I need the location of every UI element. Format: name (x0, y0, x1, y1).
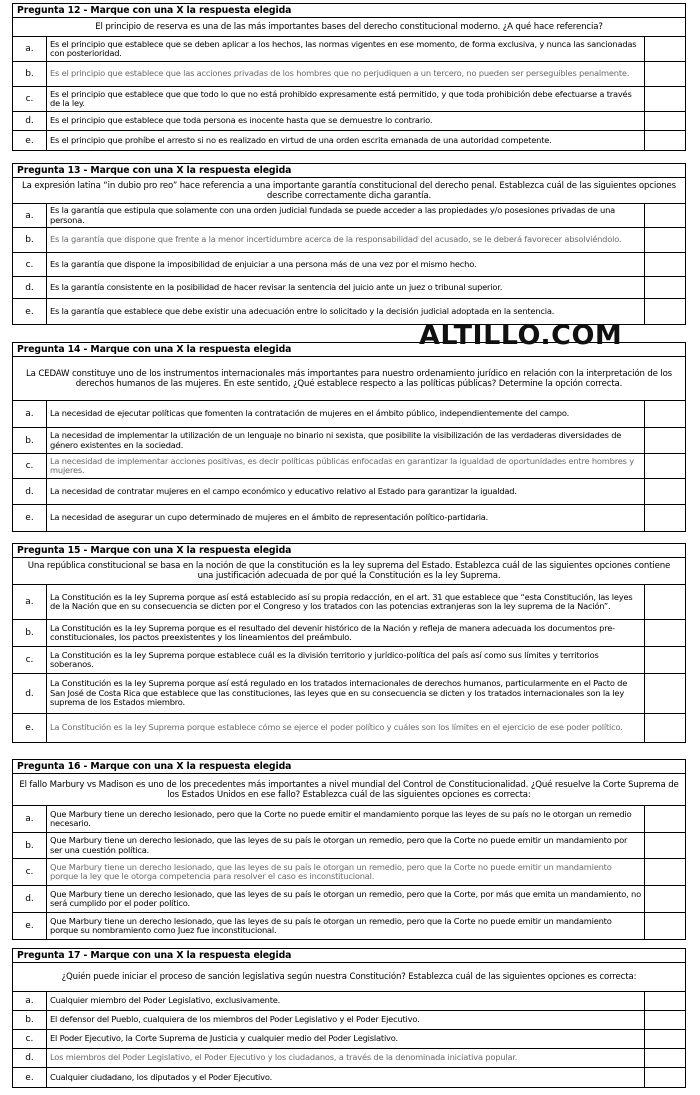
option-e[interactable] (13, 913, 685, 939)
question-title: Pregunta 15 - Marque con una X la respuesta elegida (13, 544, 685, 558)
answer-box[interactable] (645, 428, 685, 453)
answer-box[interactable] (645, 833, 685, 858)
question-title: Pregunta 13 - Marque con una X la respuesta elegida (13, 164, 685, 178)
answer-box[interactable] (645, 647, 685, 673)
option-text: La necesidad de asegurar un cupo determinado de mujeres en el ámbito de representación político-partidaria. (47, 505, 645, 531)
option-letter: e. (13, 505, 47, 531)
option-e[interactable] (13, 1068, 685, 1087)
option-text: Que Marbury tiene un derecho lesionado, que las leyes de su país le otorgan un remedio, pero que la Corte no puede emitir un mandamiento porque la ley que le otorga competencia para resolver el caso es inconstitucional. (47, 859, 645, 885)
option-letter: e. (13, 1068, 47, 1087)
option-letter: c. (13, 454, 47, 478)
question-title: Pregunta 16 - Marque con una X la respuesta elegida (13, 760, 685, 774)
question-17 (12, 948, 686, 1088)
answer-box[interactable] (645, 228, 685, 252)
option-letter: b. (13, 428, 47, 453)
option-text: Que Marbury tiene un derecho lesionado, que las leyes de su país le otorgan un remedio, pero que la Corte no puede emitir un mandamiento porque su nombramiento como Juez fue inconstitucional. (47, 913, 645, 939)
option-letter: d. (13, 1049, 47, 1067)
option-letter: e. (13, 913, 47, 939)
option-letter: b. (13, 833, 47, 858)
option-text: La Constitución es la ley Suprema porque establece cómo se ejerce el poder político y cuáles son los límites en el ejercicio de ese poder político. (47, 714, 645, 742)
option-d[interactable] (13, 886, 685, 913)
option-text: La necesidad de implementar acciones positivas, es decir políticas públicas enfocadas en garantizar la igualdad de oportunidades entre hombres y mujeres. (47, 454, 645, 478)
option-c[interactable] (13, 647, 685, 674)
option-letter: e. (13, 299, 47, 324)
option-text: El defensor del Pueblo, cualquiera de los miembros del Poder Legislativo y el Poder Ejecutivo. (47, 1011, 645, 1029)
option-letter: d. (13, 886, 47, 912)
option-a[interactable] (13, 37, 685, 62)
option-b[interactable] (13, 228, 685, 253)
answer-box[interactable] (645, 674, 685, 713)
question-16 (12, 759, 686, 940)
answer-box[interactable] (645, 585, 685, 619)
answer-box[interactable] (645, 37, 685, 61)
option-letter: b. (13, 1011, 47, 1029)
question-title: Pregunta 14 - Marque con una X la respuesta elegida (13, 343, 685, 357)
answer-box[interactable] (645, 913, 685, 939)
question-stem: Una república constitucional se basa en la noción de que la constitución es la ley suprema del Estado. Establezca cuál de las siguientes opciones contiene una justificación adecuada de por qué la Constitución es la ley Suprema. (13, 558, 685, 585)
option-text: Es el principio que establece que se deben aplicar a los hechos, las normas vigentes en ese momento, de forma exclusiva, y nunca las sancionadas con posterioridad. (47, 37, 645, 61)
question-12 (12, 3, 686, 151)
answer-box[interactable] (645, 454, 685, 478)
option-b[interactable] (13, 620, 685, 647)
option-letter: d. (13, 277, 47, 298)
option-a[interactable] (13, 992, 685, 1011)
answer-box[interactable] (645, 401, 685, 427)
question-stem: La CEDAW constituye uno de los instrumentos internacionales más importantes para nuestro ordenamiento jurídico en relación con la interpretación de los derechos humanos de las mujeres. En este sentido, ¿Qué establece respecto a las políticas públicas? Determine la opción correcta. (13, 357, 685, 401)
option-text: Cualquier ciudadano, los diputados y el Poder Ejecutivo. (47, 1068, 645, 1087)
option-c[interactable] (13, 454, 685, 479)
option-letter: c. (13, 647, 47, 673)
answer-box[interactable] (645, 1049, 685, 1067)
option-text: Es el principio que establece que toda persona es inocente hasta que se demuestre lo contrario. (47, 112, 645, 130)
option-letter: c. (13, 87, 47, 111)
option-c[interactable] (13, 253, 685, 277)
option-a[interactable] (13, 806, 685, 833)
option-text: Es la garantía que dispone la imposibilidad de enjuiciar a una persona más de una vez por el mismo hecho. (47, 253, 645, 276)
answer-box[interactable] (645, 253, 685, 276)
option-letter: d. (13, 674, 47, 713)
option-d[interactable] (13, 277, 685, 299)
option-letter: a. (13, 992, 47, 1010)
option-text: Que Marbury tiene un derecho lesionado, pero que la Corte no puede emitir el mandamiento porque las leyes de su país no le otorgan un remedio necesario. (47, 806, 645, 832)
option-c[interactable] (13, 859, 685, 886)
option-text: La Constitución es la ley Suprema porque así está regulado en los tratados internacionales de derechos humanos, particularmente en el Pacto de San José de Costa Rica que establece que las constituciones, las leyes que en su consecuencia se dicten y los tratados internacionales son la ley suprema de los Estados miembro. (47, 674, 645, 713)
answer-box[interactable] (645, 505, 685, 531)
answer-box[interactable] (645, 87, 685, 111)
option-d[interactable] (13, 479, 685, 505)
answer-box[interactable] (645, 806, 685, 832)
option-text: Que Marbury tiene un derecho lesionado, que las leyes de su país le otorgan un remedio, pero que la Corte, por más que emita un mandamiento, no será cumplido por el poder político. (47, 886, 645, 912)
option-text: La necesidad de ejecutar políticas que fomenten la contratación de mujeres en el ámbito público, independientemente del campo. (47, 401, 645, 427)
answer-box[interactable] (645, 479, 685, 504)
option-text: La necesidad de implementar la utilización de un lenguaje no binario ni sexista, que posibilite la visibilización de las verdaderas diversidades de género existentes en la sociedad. (47, 428, 645, 453)
option-c[interactable] (13, 87, 685, 112)
option-letter: a. (13, 204, 47, 227)
option-letter: e. (13, 714, 47, 742)
answer-box[interactable] (645, 1030, 685, 1048)
option-a[interactable] (13, 401, 685, 428)
answer-box[interactable] (645, 131, 685, 150)
answer-box[interactable] (645, 299, 685, 324)
option-letter: b. (13, 228, 47, 252)
question-15 (12, 543, 686, 743)
answer-box[interactable] (645, 1011, 685, 1029)
option-letter: a. (13, 401, 47, 427)
option-a[interactable] (13, 585, 685, 620)
option-letter: a. (13, 37, 47, 61)
answer-box[interactable] (645, 992, 685, 1010)
option-text: Cualquier miembro del Poder Legislativo, exclusivamente. (47, 992, 645, 1010)
option-e[interactable] (13, 131, 685, 150)
option-e[interactable] (13, 505, 685, 531)
option-text: El Poder Ejecutivo, la Corte Suprema de Justicia y cualquier medio del Poder Legislativo. (47, 1030, 645, 1048)
question-title: Pregunta 12 - Marque con una X la respuesta elegida (13, 4, 685, 18)
option-text: Es el principio que establece que las acciones privadas de los hombres que no perjudiquen a un tercero, no pueden ser perseguibles penalmente. (47, 62, 645, 86)
option-text: La Constitución es la ley Suprema porque establece cuál es la división territorio y jurídico-política del país así como sus límites y territorios soberanos. (47, 647, 645, 673)
option-text: Es la garantía consistente en la posibilidad de hacer revisar la sentencia del juicio ante un juez o tribunal superior. (47, 277, 645, 298)
question-13 (12, 163, 686, 325)
question-14 (12, 342, 686, 532)
watermark-logo: ALTILLO.COM (419, 320, 623, 351)
option-text: Es la garantía que dispone que frente a la menor incertidumbre acerca de la responsabilidad del acusado, se le deberá favorecer absolviéndolo. (47, 228, 645, 252)
question-title: Pregunta 17 - Marque con una X la respuesta elegida (13, 949, 685, 963)
answer-box[interactable] (645, 62, 685, 86)
answer-box[interactable] (645, 204, 685, 227)
option-text: Es el principio que prohíbe el arresto si no es realizado en virtud de una orden escrita emanada de una autoridad competente. (47, 131, 645, 150)
option-letter: e. (13, 131, 47, 150)
option-c[interactable] (13, 1030, 685, 1049)
answer-box[interactable] (645, 859, 685, 885)
option-letter: b. (13, 62, 47, 86)
answer-box[interactable] (645, 620, 685, 646)
option-letter: c. (13, 1030, 47, 1048)
option-a[interactable] (13, 204, 685, 228)
option-letter: b. (13, 620, 47, 646)
option-b[interactable] (13, 1011, 685, 1030)
option-letter: a. (13, 585, 47, 619)
answer-box[interactable] (645, 112, 685, 130)
question-stem: La expresión latina “in dubio pro reo” hace referencia a una importante garantía constitucional del derecho penal. Establezca cuál de las siguientes opciones describe correctamente dicha garantía. (13, 178, 685, 204)
option-letter: c. (13, 859, 47, 885)
question-stem: El fallo Marbury vs Madison es uno de los precedentes más importantes a nivel mundial del Control de Constitucionalidad. ¿Qué resuelve la Corte Suprema de los Estados Unidos en ese fallo? Establezca cuál de las siguientes opciones es correcta: (13, 774, 685, 806)
option-letter: a. (13, 806, 47, 832)
option-text: Es la garantía que estipula que solamente con una orden judicial fundada se puede acceder a las propiedades y/o posesiones privadas de una persona. (47, 204, 645, 227)
answer-box[interactable] (645, 1068, 685, 1087)
option-text: Es el principio que establece que que todo lo que no está prohibido expresamente está permitido, y que toda prohibición debe efectuarse a través de la ley. (47, 87, 645, 111)
option-d[interactable] (13, 1049, 685, 1068)
answer-box[interactable] (645, 886, 685, 912)
option-text: La necesidad de contratar mujeres en el campo económico y educativo relativo al Estado para garantizar la igualdad. (47, 479, 645, 504)
option-letter: c. (13, 253, 47, 276)
option-text: Es la garantía que establece que debe existir una adecuación entre lo solicitado y la decisión judicial adoptada en la sentencia. (47, 299, 645, 324)
option-d[interactable] (13, 112, 685, 131)
option-b[interactable] (13, 428, 685, 454)
option-letter: d. (13, 112, 47, 130)
option-letter: d. (13, 479, 47, 504)
option-text: La Constitución es la ley Suprema porque así está establecido así su propia redacción, en el art. 31 que establece que “esta Constitución, las leyes de la Nación que en su consecuencia se dicten por el Congreso y los tratados con las potencias extranjeras son la ley suprema de la Nación”. (47, 585, 645, 619)
option-text: Que Marbury tiene un derecho lesionado, que las leyes de su país le otorgan un remedio, pero que la Corte no puede emitir un mandamiento por ser una cuestión política. (47, 833, 645, 858)
option-text: La Constitución es la ley Suprema porque es el resultado del devenir histórico de la Nación y refleja de manera adecuada los documentos pre-constitucionales, los pactos preexistentes y los lineamientos del preámbulo. (47, 620, 645, 646)
option-d[interactable] (13, 674, 685, 714)
option-b[interactable] (13, 62, 685, 87)
answer-box[interactable] (645, 714, 685, 742)
option-e[interactable] (13, 714, 685, 742)
question-stem: El principio de reserva es una de las más importantes bases del derecho constitucional moderno. ¿A qué hace referencia? (13, 18, 685, 37)
option-text: Los miembros del Poder Legislativo, el Poder Ejecutivo y los ciudadanos, a través de la denominada iniciativa popular. (47, 1049, 645, 1067)
option-b[interactable] (13, 833, 685, 859)
answer-box[interactable] (645, 277, 685, 298)
question-stem: ¿Quién puede iniciar el proceso de sanción legislativa según nuestra Constitución? Establezca cuál de las siguientes opciones es correcta: (13, 963, 685, 992)
